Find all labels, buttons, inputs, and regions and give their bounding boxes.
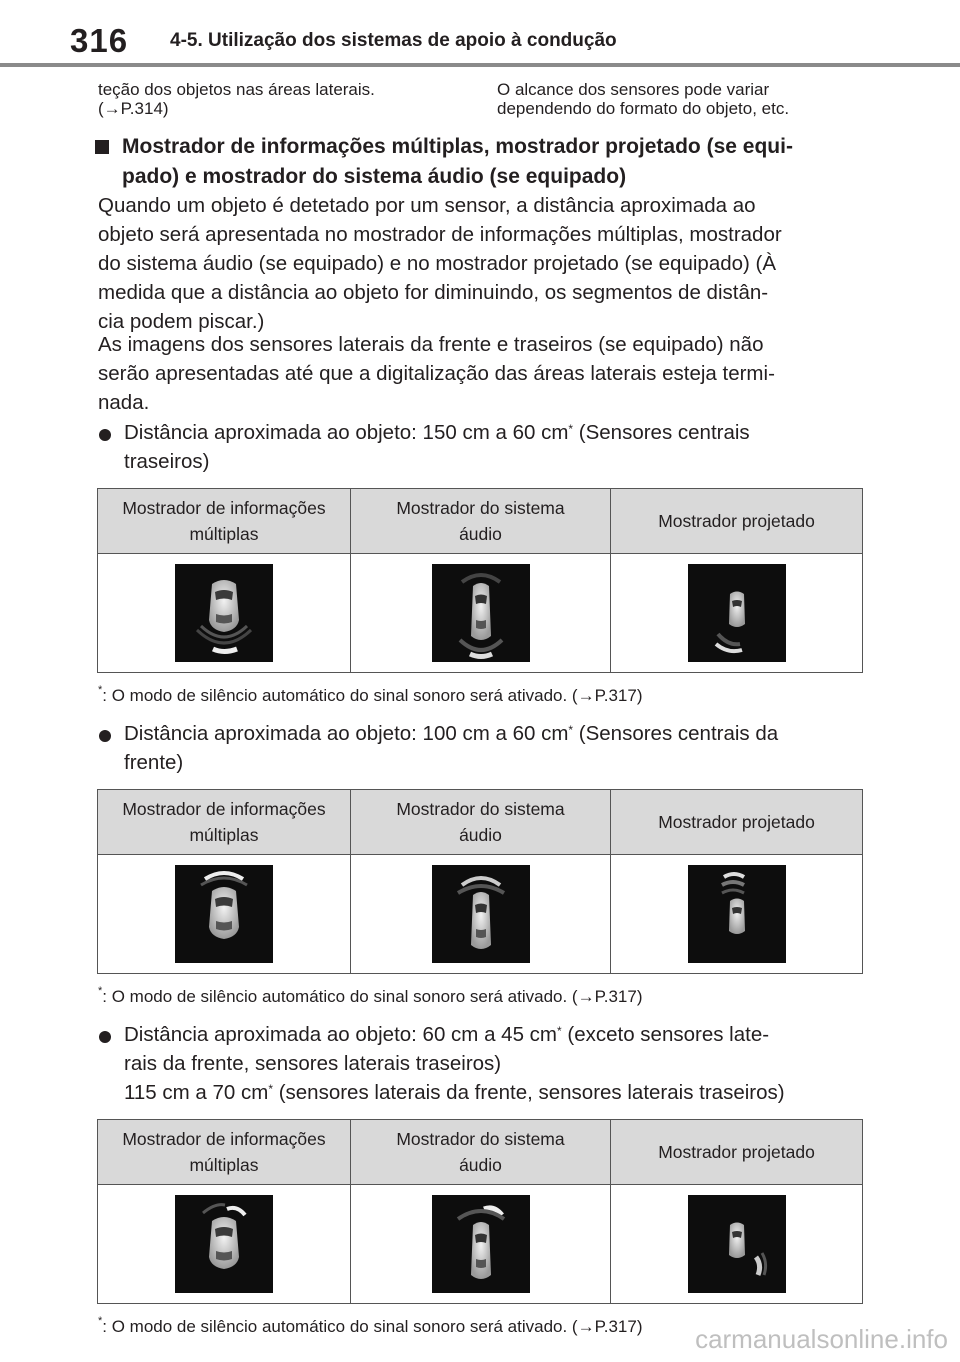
intro-right-line: O alcance dos sensores pode variar [497, 80, 770, 99]
multi-info-display-image [175, 1195, 273, 1293]
paragraph-line: serão apresentadas até que a digitalização das áreas laterais esteja termi- [98, 362, 775, 385]
image-cell [98, 855, 351, 974]
image-cell [611, 855, 863, 974]
intro-left-line: teção dos objetos nas áreas laterais. [98, 80, 375, 99]
page-number: 316 [70, 22, 129, 59]
paragraph-line: do sistema áudio (se equipado) e no mostrador projetado (se equipado) (À [98, 252, 777, 275]
intro-right-line: dependendo do formato do objeto, etc. [497, 99, 790, 118]
table-header-row [98, 1120, 863, 1185]
bullet-text: frente) [124, 751, 184, 774]
intro-right-column [497, 80, 789, 118]
watermark: carmanualsonline.info [695, 1324, 948, 1354]
header-divider [0, 63, 960, 67]
header-hud: Mostrador projetado [611, 489, 863, 554]
heading-line: Mostrador de informações múltiplas, mostrador projetado (se equi- [122, 135, 793, 158]
table-image-row [98, 855, 863, 974]
footnote-1 [98, 686, 643, 706]
intro-left-column [98, 80, 375, 118]
bullet-text: Distância aproximada ao objeto: 150 cm a 60 cm [124, 421, 569, 444]
display-table-1 [97, 488, 863, 673]
bullet-text: (Sensores centrais [573, 421, 750, 444]
paragraph-1 [98, 191, 782, 336]
section-heading [98, 132, 793, 192]
image-cell [611, 554, 863, 673]
table-header-row [98, 790, 863, 855]
hud-display-image [688, 564, 786, 662]
header-audio: Mostrador do sistema áudio [351, 489, 611, 554]
header-hud: Mostrador projetado [611, 1120, 863, 1185]
hud-display-image [688, 1195, 786, 1293]
intro-left-link[interactable]: (→P.314) [98, 99, 169, 118]
footnote-text[interactable]: : O modo de silêncio automático do sinal sonoro será ativado. (→P.317) [102, 686, 643, 705]
asterisk-mark: * [557, 1024, 562, 1038]
footnote-3 [98, 1317, 643, 1337]
multi-info-display-image [175, 564, 273, 662]
bullet-text: rais da frente, sensores laterais traseiros) [124, 1052, 502, 1075]
bullet-text: (sensores laterais da frente, sensores laterais traseiros) [273, 1081, 785, 1104]
header-audio: Mostrador do sistema áudio [351, 790, 611, 855]
footnote-text[interactable]: : O modo de silêncio automático do sinal sonoro será ativado. (→P.317) [102, 1317, 643, 1336]
chapter-title: 4-5. Utilização dos sistemas de apoio à condução [170, 30, 617, 51]
image-cell [351, 554, 611, 673]
image-cell [351, 855, 611, 974]
paragraph-line: Quando um objeto é detetado por um sensor, a distância aproximada ao [98, 194, 756, 217]
bullet-distance-1 [98, 418, 750, 476]
header-multi-info: Mostrador de informações múltiplas [98, 489, 351, 554]
footnote-text[interactable]: : O modo de silêncio automático do sinal sonoro será ativado. (→P.317) [102, 987, 643, 1006]
paragraph-line: As imagens dos sensores laterais da frente e traseiros (se equipado) não [98, 333, 764, 356]
bullet-text: (Sensores centrais da [573, 722, 779, 745]
bullet-dot-icon [99, 1031, 111, 1043]
display-table-2 [97, 789, 863, 974]
bullet-dot-icon [99, 730, 111, 742]
image-cell [98, 1185, 351, 1304]
hud-display-image [688, 865, 786, 963]
asterisk-mark: * [98, 684, 103, 696]
table-header-row [98, 489, 863, 554]
table-image-row [98, 1185, 863, 1304]
multi-info-display-image [175, 865, 273, 963]
audio-display-image [432, 865, 530, 963]
asterisk-mark: * [268, 1082, 273, 1096]
header-multi-info: Mostrador de informações múltiplas [98, 1120, 351, 1185]
asterisk-mark: * [98, 985, 103, 997]
paragraph-line: nada. [98, 391, 150, 414]
paragraph-2 [98, 330, 775, 417]
bullet-text: traseiros) [124, 450, 210, 473]
header-multi-info: Mostrador de informações múltiplas [98, 790, 351, 855]
header-hud: Mostrador projetado [611, 790, 863, 855]
bullet-text: 115 cm a 70 cm [124, 1081, 269, 1104]
image-cell [611, 1185, 863, 1304]
table-image-row [98, 554, 863, 673]
bullet-dot-icon [99, 429, 111, 441]
image-cell [98, 554, 351, 673]
footnote-2 [98, 987, 643, 1007]
bullet-text: Distância aproximada ao objeto: 100 cm a 60 cm [124, 722, 569, 745]
paragraph-line: objeto será apresentada no mostrador de informações múltiplas, mostrador [98, 223, 782, 246]
asterisk-mark: * [98, 1315, 103, 1327]
display-table-3 [97, 1119, 863, 1304]
asterisk-mark: * [568, 723, 574, 737]
image-cell [351, 1185, 611, 1304]
bullet-distance-2 [98, 719, 778, 777]
paragraph-line: cia podem piscar.) [98, 310, 265, 333]
paragraph-line: medida que a distância ao objeto for diminuindo, os segmentos de distân- [98, 281, 769, 304]
audio-display-image [432, 1195, 530, 1293]
header-audio: Mostrador do sistema áudio [351, 1120, 611, 1185]
bullet-distance-3 [98, 1020, 785, 1107]
page-header [0, 0, 960, 66]
bullet-text: (exceto sensores late- [561, 1023, 770, 1046]
heading-line: pado) e mostrador do sistema áudio (se equipado) [122, 165, 627, 188]
asterisk-mark: * [568, 422, 574, 436]
audio-display-image [432, 564, 530, 662]
bullet-text: Distância aproximada ao objeto: 60 cm a 45 cm [124, 1023, 558, 1046]
heading-square-icon [95, 140, 109, 154]
